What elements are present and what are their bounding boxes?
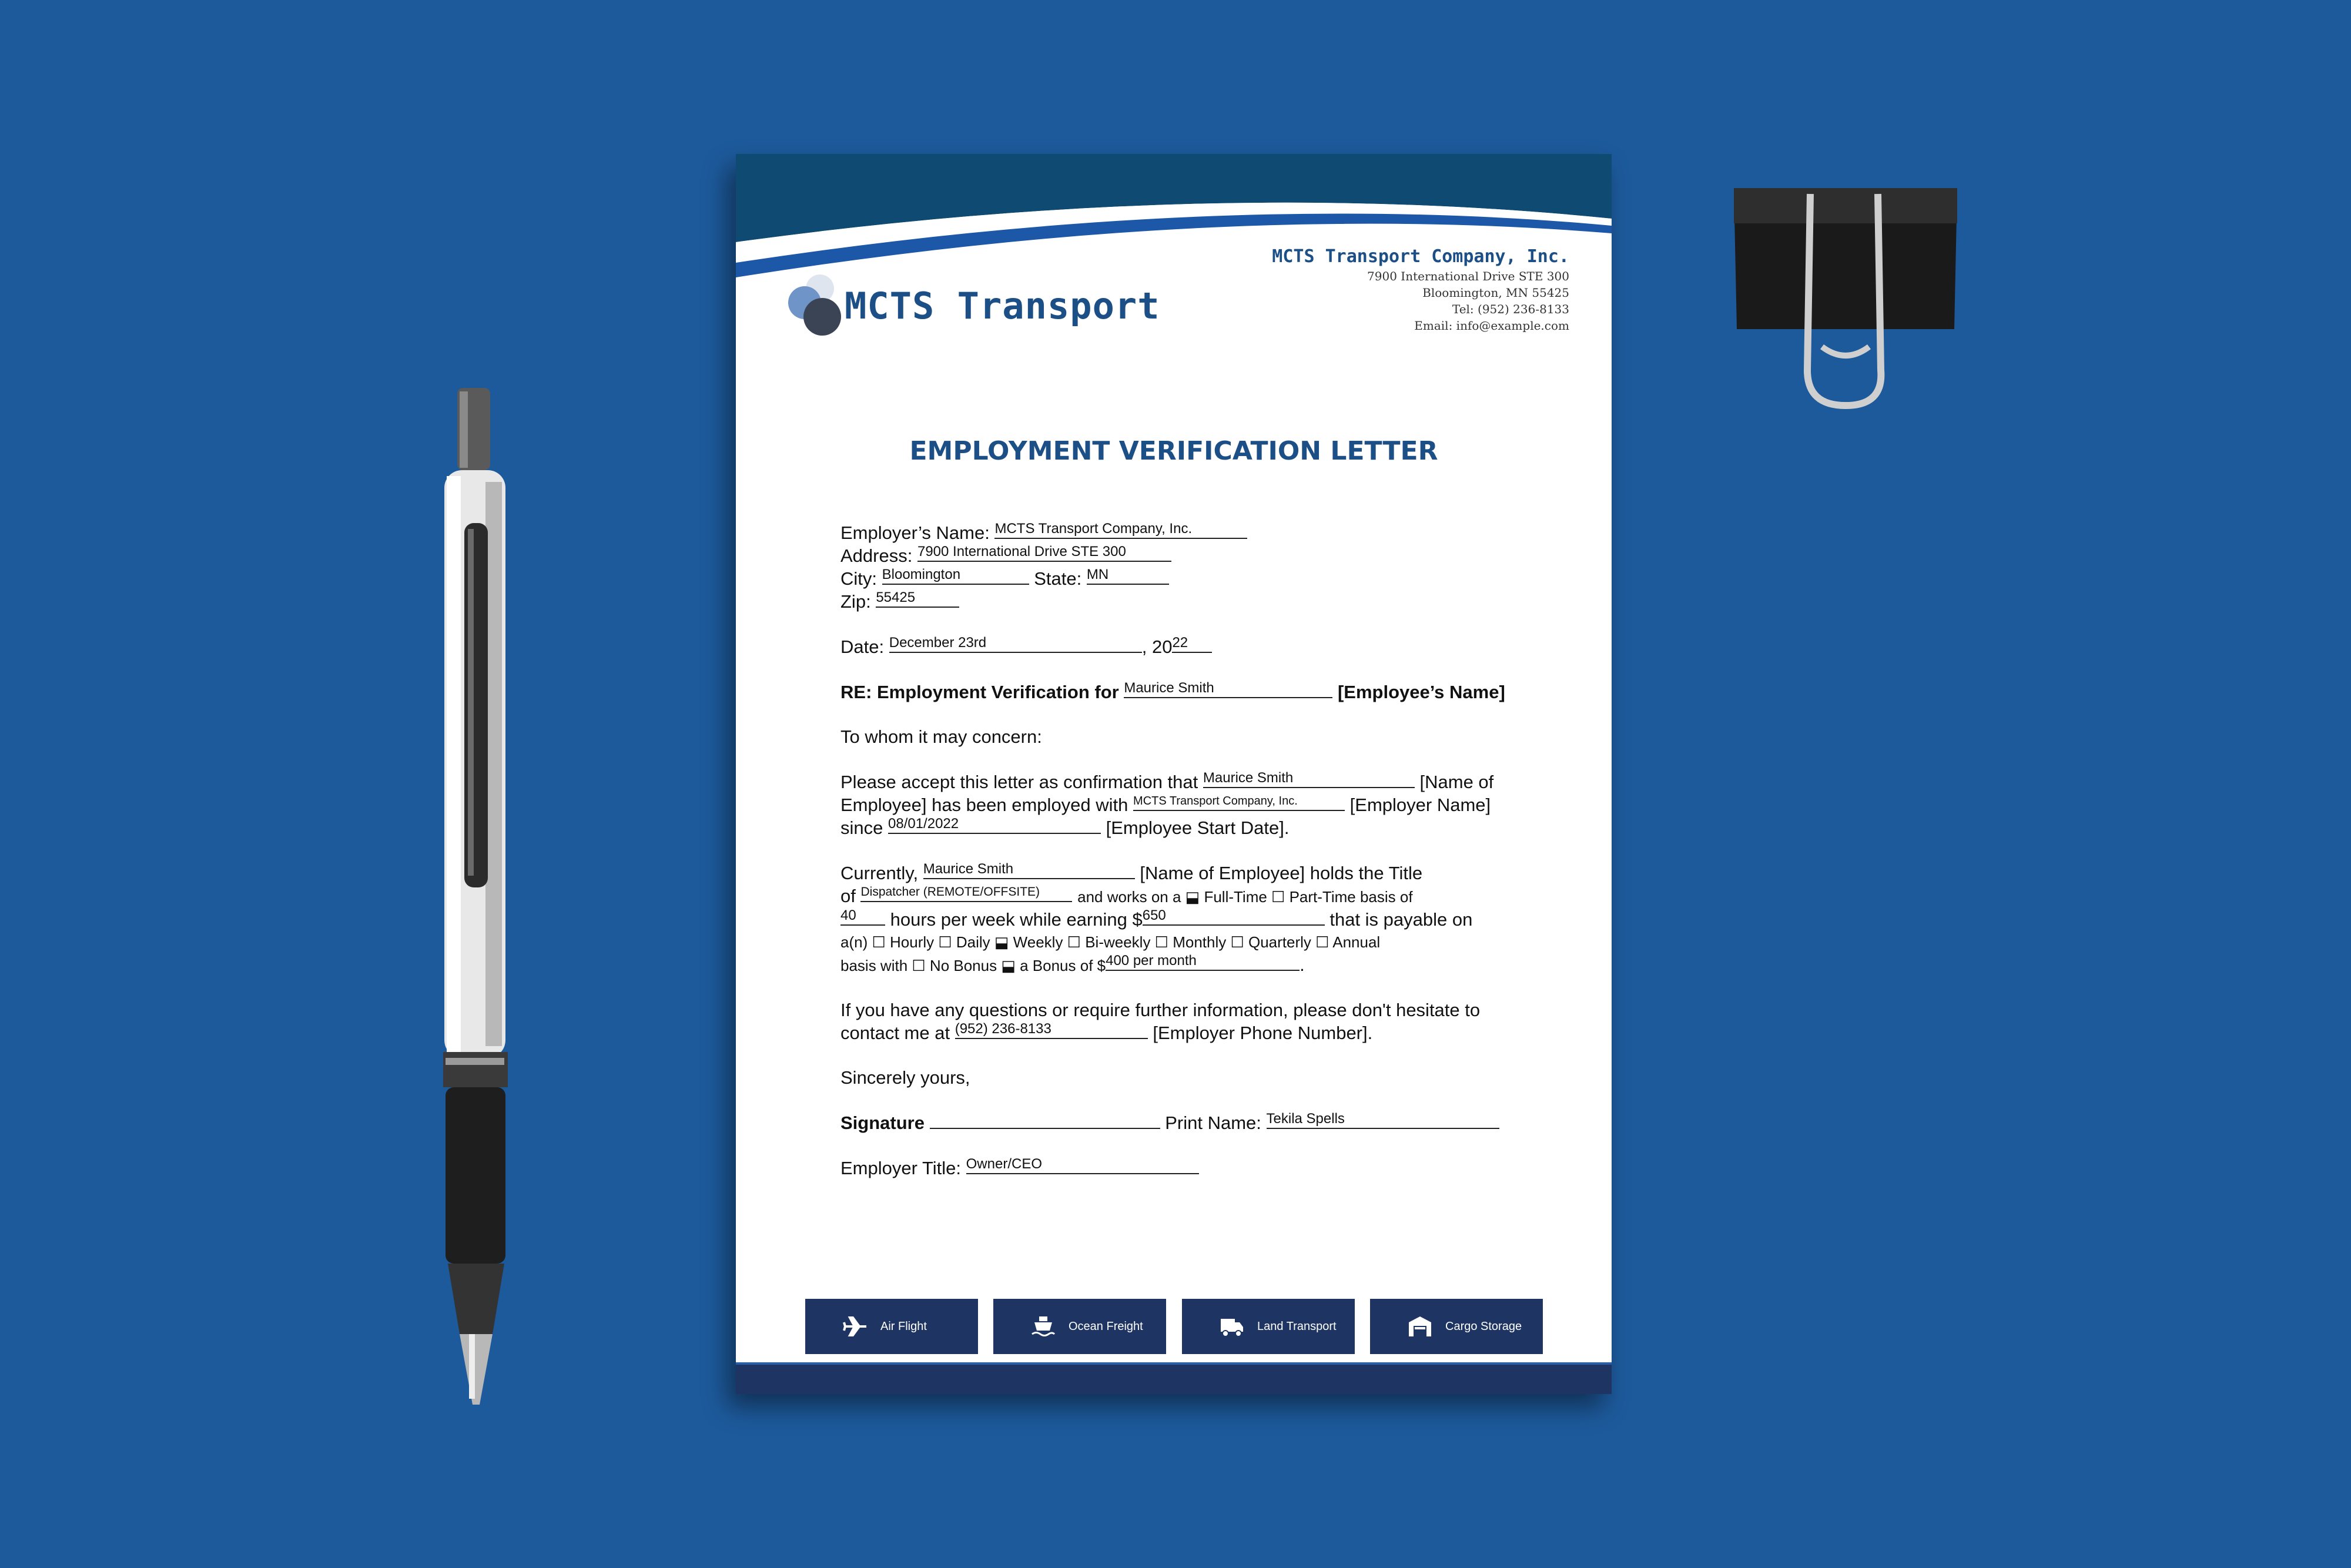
services-bar (805, 1299, 1543, 1354)
employer-title-label: Employer Title: (840, 1158, 962, 1178)
address-label: Address: (840, 545, 913, 566)
company-address-1: 7900 International Drive STE 300 (1367, 269, 1569, 283)
service-cargo-storage[interactable] (1370, 1299, 1543, 1354)
airplane-icon (843, 1315, 868, 1338)
brand-name: MCTS Transport (845, 284, 1160, 327)
truck-icon (1220, 1315, 1244, 1338)
p2-text-a: Currently, (840, 863, 919, 883)
company-info (1272, 246, 1569, 334)
pay-frequency-options[interactable]: a(n) ☐ Hourly ☐ Daily ⬓ Weekly ☐ Bi-weekly ☐ Monthly ☐ Quarterly ☐ Annual (840, 933, 1381, 951)
date-field[interactable]: December 23rd (889, 635, 1142, 653)
print-name-field[interactable]: Tekila Spells (1267, 1111, 1499, 1129)
pen (435, 388, 517, 1410)
service-label: Ocean Freight (1069, 1320, 1143, 1333)
hours-field[interactable]: 40 (840, 908, 885, 926)
p2-text-e: hours per week while earning $ (890, 909, 1143, 930)
phone-field[interactable]: (952) 236-8133 (955, 1021, 1148, 1039)
city-field[interactable]: Bloomington (882, 567, 1029, 585)
company-email: Email: info@example.com (1414, 319, 1569, 333)
state-label: State: (1034, 568, 1082, 589)
salutation: To whom it may concern: (840, 726, 1042, 747)
p1-employee-field[interactable]: Maurice Smith (1203, 770, 1415, 788)
signature-field[interactable] (930, 1111, 1160, 1129)
logo-icon (786, 274, 850, 339)
company-address-2: Bloomington, MN 55425 (1422, 286, 1569, 300)
closing: Sincerely yours, (840, 1067, 970, 1088)
document-title: EMPLOYMENT VERIFICATION LETTER (909, 436, 1438, 466)
employer-name-field[interactable]: MCTS Transport Company, Inc. (994, 521, 1247, 539)
employer-name-label: Employer’s Name: (840, 522, 990, 543)
p2-text-b: [Name of Employee] holds the Title (1140, 863, 1423, 883)
state-field[interactable]: MN (1087, 567, 1169, 585)
address-field[interactable]: 7900 International Drive STE 300 (917, 544, 1171, 562)
start-date-field[interactable]: 08/01/2022 (888, 816, 1101, 834)
p2-text-h: basis with ☐ No Bonus ⬓ a Bonus of $ (840, 957, 1106, 974)
p2-text-c: of (840, 886, 856, 906)
letter-body (840, 521, 1516, 1180)
date-label: Date: (840, 636, 885, 657)
bonus-field[interactable]: 400 per month (1106, 953, 1300, 971)
service-air-flight[interactable] (805, 1299, 978, 1354)
city-label: City: (840, 568, 877, 589)
employer-title-field[interactable]: Owner/CEO (966, 1157, 1199, 1174)
p1-text-a: Please accept this letter as confirmation that (840, 772, 1198, 792)
p1-employer-field[interactable]: MCTS Transport Company, Inc. (1133, 793, 1345, 811)
p1-text-f: [Employee Start Date]. (1106, 817, 1290, 838)
year-field[interactable]: 22 (1172, 635, 1212, 653)
earning-field[interactable]: 650 (1143, 908, 1325, 926)
p3-text-b: contact me at (840, 1023, 950, 1043)
re-employee-field[interactable]: Maurice Smith (1124, 681, 1332, 698)
service-label: Air Flight (880, 1320, 927, 1333)
service-label: Cargo Storage (1445, 1320, 1522, 1333)
signature-label: Signature (840, 1113, 925, 1133)
service-land-transport[interactable] (1182, 1299, 1355, 1354)
p1-text-e: since (840, 817, 883, 838)
re-label: RE: Employment Verification for (840, 682, 1119, 702)
p3-text-a: If you have any questions or require further information, please don't hesitate to (840, 1000, 1481, 1020)
p2-text-i: . (1300, 954, 1305, 975)
p2-text-d: and works on a ⬓ Full-Time ☐ Part-Time basis of (1077, 888, 1413, 906)
year-prefix: , 20 (1141, 636, 1173, 657)
letter-paper (736, 154, 1612, 1394)
p2-employee-field[interactable]: Maurice Smith (923, 862, 1135, 879)
print-name-label: Print Name: (1165, 1113, 1261, 1133)
company-tel: Tel: (952) 236-8133 (1452, 302, 1569, 316)
zip-field[interactable]: 55425 (876, 590, 959, 608)
p1-text-c: Employee] has been employed with (840, 795, 1128, 815)
service-label: Land Transport (1257, 1320, 1337, 1333)
ship-icon (1031, 1315, 1056, 1338)
p3-text-c: [Employer Phone Number]. (1153, 1023, 1373, 1043)
p1-text-b: [Name of (1419, 772, 1494, 792)
company-name: MCTS Transport Company, Inc. (1272, 246, 1569, 267)
job-title-field[interactable]: Dispatcher (REMOTE/OFFSITE) (860, 884, 1072, 902)
binder-clip (1722, 170, 1969, 429)
service-ocean-freight[interactable] (993, 1299, 1166, 1354)
p2-text-f: that is payable on (1329, 909, 1473, 930)
p1-text-d: [Employer Name] (1349, 795, 1491, 815)
zip-label: Zip: (840, 591, 871, 612)
storage-icon (1408, 1315, 1432, 1338)
re-suffix: [Employee’s Name] (1337, 682, 1505, 702)
footer-bar (736, 1365, 1612, 1394)
